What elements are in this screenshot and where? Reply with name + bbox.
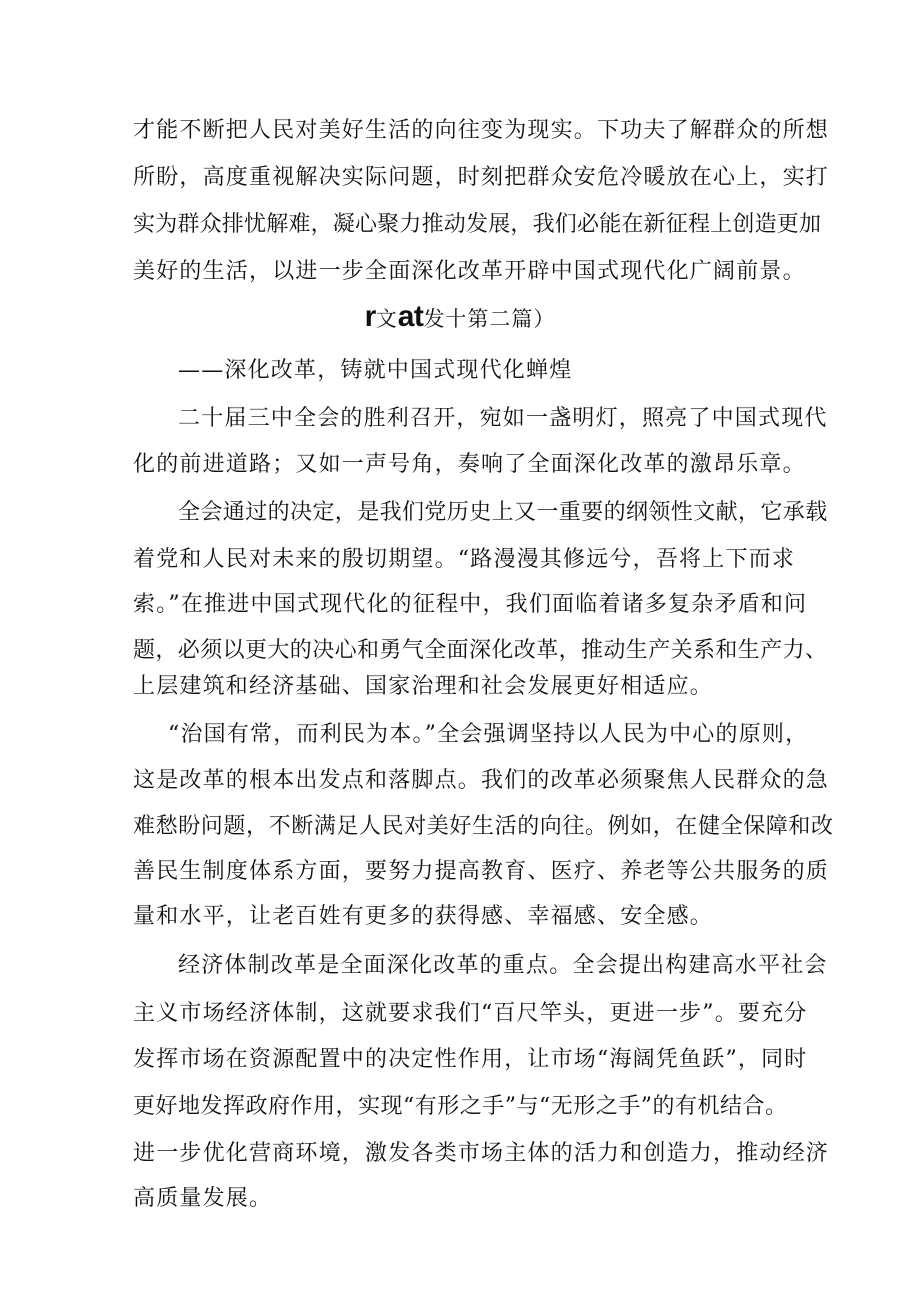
text-line: 更好地发挥政府作用，实现“有形之手”与“无形之手”的有机结合。 <box>133 1094 788 1119</box>
text-line: 才能不断把人民对美好生活的向往变为现实。下功夫了解群众的所想 <box>133 118 830 143</box>
text-line: 索。”在推进中国式现代化的征程中，我们面临着诸多复杂矛盾和问 <box>133 592 808 617</box>
text-line: 经济体制改革是全面深化改革的重点。全会提出构建高水平社会 <box>178 953 828 978</box>
text-line: 进一步优化营商环境，激发各类市场主体的活力和创造力，推动经济 <box>133 1141 830 1166</box>
text-line: 化的前进道路；又如一声号角，奏响了全面深化改革的激昂乐章。 <box>133 452 806 477</box>
text-line: 着党和人民对未来的殷切期望。“路漫漫其修远兮，吾将上下而求 <box>133 547 796 572</box>
section-heading <box>0 301 920 336</box>
text-line: 上层建筑和经济基础、国家治理和社会发展更好相适应。 <box>133 674 714 699</box>
text-line: 主义市场经济体制，这就要求我们“百尺竿头，更进一步”。要充分 <box>133 1001 808 1026</box>
text-line: 量和水平，让老百姓有更多的获得感、幸福感、安全感。 <box>133 904 714 929</box>
subtitle: ——深化改革，铸就中国式现代化蝉煌 <box>178 358 573 383</box>
text-line: 所盼，高度重视解决实际问题，时刻把群众安危冷暖放在心上，实打 <box>133 165 830 190</box>
text-line: 这是改革的根本出发点和落脚点。我们的改革必须聚焦人民群众的急 <box>133 768 830 793</box>
text-line: 难愁盼问题，不断满足人民对美好生活的向往。例如，在健全保障和改 <box>133 814 834 839</box>
heading-fragment: 文 <box>375 307 398 331</box>
heading-fragment: 发十第二篇） <box>423 307 556 331</box>
text-line: 题，必须以更大的决心和勇气全面深化改革，推动生产关系和生产力、 <box>133 638 828 663</box>
text-line: 全会通过的决定，是我们党历史上又一重要的纲领性文献，它承载 <box>178 500 828 525</box>
text-line: “治国有常，而利民为本。”全会强调坚持以人民为中心的原则， <box>168 722 809 747</box>
text-line: 美好的生活，以进一步全面深化改革开辟中国式现代化广阔前景。 <box>133 259 806 284</box>
text-line: 高质量发展。 <box>133 1186 273 1211</box>
heading-fragment: r <box>364 300 376 333</box>
text-line: 善民生制度体系方面，要努力提高教育、医疗、养老等公共服务的质 <box>133 859 830 884</box>
text-line: 二十届三中全会的胜利召开，宛如一盏明灯，照亮了中国式现代 <box>178 406 828 431</box>
text-line: 实为群众排忧解难，凝心聚力推动发展，我们必能在新征程上创造更加 <box>133 212 822 237</box>
text-line: 发挥市场在资源配置中的决定性作用，让市场“海阔凭鱼跃”，同时 <box>133 1047 808 1072</box>
heading-fragment: at <box>397 300 424 333</box>
